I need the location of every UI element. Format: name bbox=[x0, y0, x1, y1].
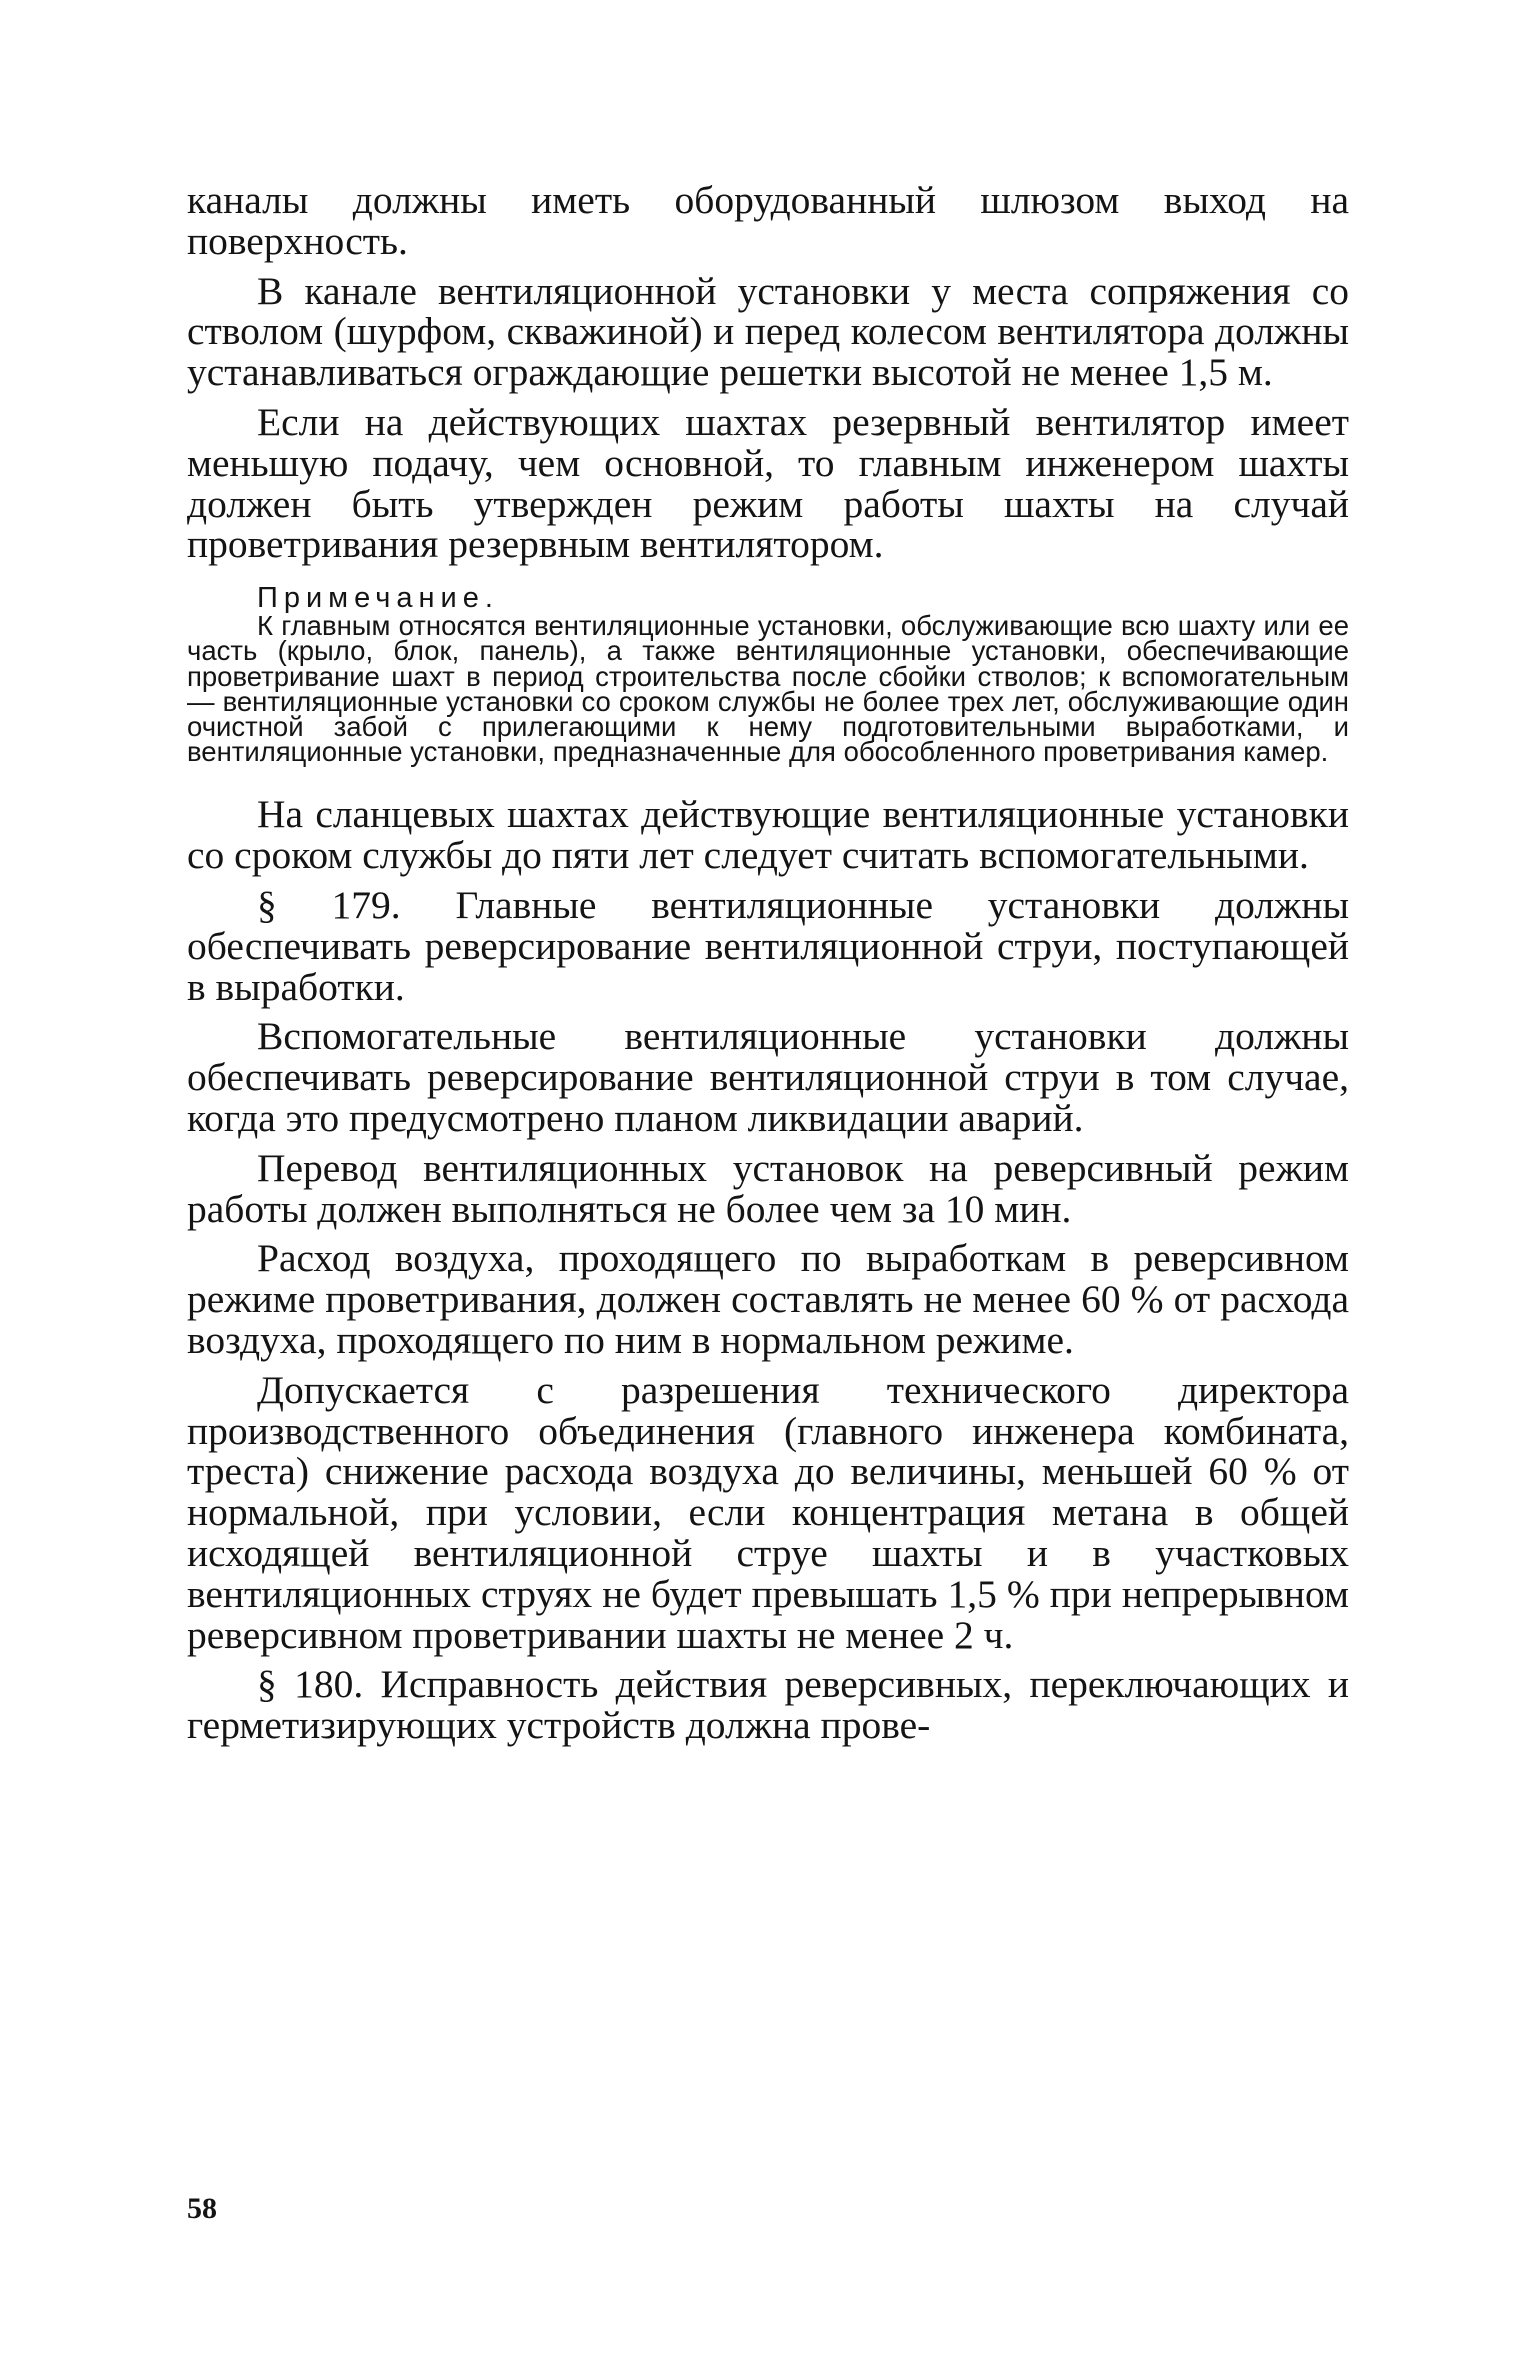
paragraph-section-179: § 179. Главные вентиляционные установки должны обеспечивать реверсирование вентиляционной струи, поступающей в выработки. bbox=[187, 882, 1349, 1009]
note-title: Примечание. bbox=[257, 582, 499, 615]
page-body bbox=[187, 180, 1349, 1746]
paragraph-reserve-fan: Если на действующих шахтах резервный вентилятор имеет меньшую подачу, чем основной, то главным инженером шахты должен быть утвержден режим работы шахты на случай проветривания резервным вентилятором. bbox=[187, 399, 1349, 567]
paragraph-auxiliary-reversal: Вспомогательные вентиляционные установки должны обеспечивать реверсирование вентиляционной струи в том случае, когда это предусмотрено планом ликвидации аварий. bbox=[187, 1014, 1349, 1140]
paragraph-air-flow-reverse: Расход воздуха, проходящего по выработкам в реверсивном режиме проветривания, должен составлять не менее 60 % от расхода воздуха, проходящего по ним в нормальном режиме. bbox=[187, 1236, 1349, 1362]
paragraph-shale-mines: На сланцевых шахтах действующие вентиляционные установки со сроком службы до пяти лет следует считать вспомогательными. bbox=[187, 792, 1349, 878]
page-number: 58 bbox=[187, 2192, 217, 2225]
note-text: К главным относятся вентиляционные установки, обслуживающие всю шахту или ее часть (крыло, блок, панель), а также вентиляционные установки, обеспечивающие проветривание шахт в период строительства после сбойки стволов; к вспомогательным — вентиляционные установки со сроком службы не более трех лет, обслуживающие один очистной забой с прилегающими к нему подготовительными выработками, и вентиляционные установки, предназначенные для обособленного проветривания камер. bbox=[187, 610, 1349, 768]
paragraph-section-180: § 180. Исправность действия реверсивных, переключающих и герметизирующих устройств должна прове- bbox=[187, 1662, 1349, 1748]
paragraph-continuation: каналы должны иметь оборудованный шлюзом выход на поверхность. bbox=[187, 178, 1349, 263]
paragraph-flow-reduction-permission: Допускается с разрешения технического директора производственного объединения (главного инженера комбината, треста) снижение расхода воздуха до величины, меньшей 60 % от нормальной, при условии, если концентрация метана в общей исходящей вентиляционной струе шахты и в участковых вентиляционных струях не будет превышать 1,5 % при непрерывном реверсивном проветривании шахты не менее 2 ч. bbox=[187, 1367, 1349, 1657]
paragraph-fan-channel-grille: В канале вентиляционной установки у места сопряжения со стволом (шурфом, скважиной) и перед колесом вентилятора должны устанавливаться ограждающие решетки высотой не менее 1,5 м. bbox=[187, 268, 1349, 395]
paragraph-reversal-time: Перевод вентиляционных установок на реверсивный режим работы должен выполняться не более чем за 10 мин. bbox=[187, 1145, 1349, 1231]
